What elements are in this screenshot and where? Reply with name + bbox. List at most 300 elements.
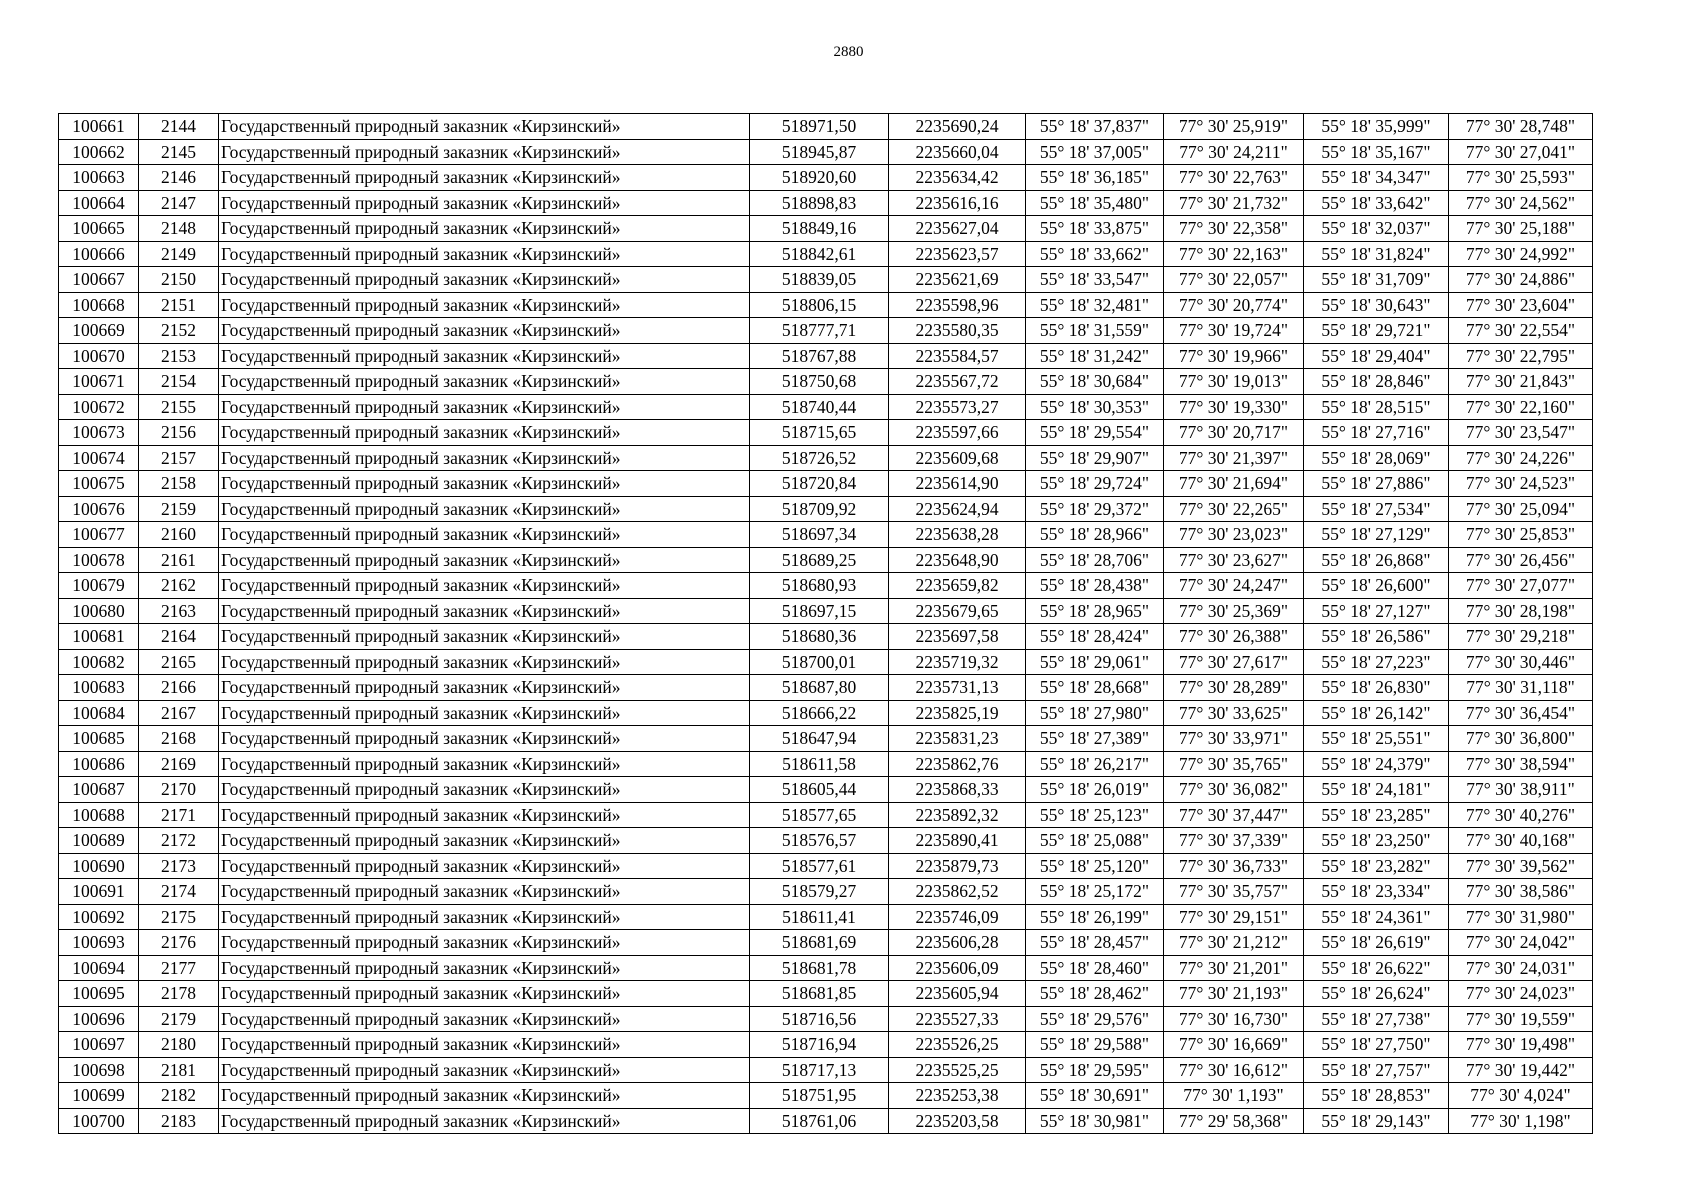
longitude-1-cell: 77° 30' 35,765" bbox=[1164, 751, 1304, 777]
point-number-cell: 2176 bbox=[139, 930, 219, 956]
record-id-cell: 100672 bbox=[59, 394, 139, 420]
longitude-1-cell: 77° 30' 29,151" bbox=[1164, 904, 1304, 930]
table-row bbox=[59, 649, 1593, 675]
record-id-cell: 100678 bbox=[59, 547, 139, 573]
record-id-cell: 100698 bbox=[59, 1057, 139, 1083]
latitude-2-cell: 55° 18' 27,750" bbox=[1304, 1032, 1449, 1058]
longitude-1-cell: 77° 30' 20,774" bbox=[1164, 292, 1304, 318]
y-coordinate-cell: 2235825,19 bbox=[889, 700, 1026, 726]
longitude-1-cell: 77° 30' 36,082" bbox=[1164, 777, 1304, 803]
longitude-1-cell: 77° 30' 16,730" bbox=[1164, 1006, 1304, 1032]
area-name-cell: Государственный природный заказник «Кирзинский» bbox=[219, 675, 750, 701]
longitude-1-cell: 77° 30' 25,919" bbox=[1164, 114, 1304, 140]
latitude-1-cell: 55° 18' 27,389" bbox=[1026, 726, 1164, 752]
area-name-cell: Государственный природный заказник «Кирзинский» bbox=[219, 726, 750, 752]
longitude-2-cell: 77° 30' 31,980" bbox=[1449, 904, 1593, 930]
record-id-cell: 100695 bbox=[59, 981, 139, 1007]
longitude-1-cell: 77° 30' 1,193" bbox=[1164, 1083, 1304, 1109]
x-coordinate-cell: 518605,44 bbox=[750, 777, 889, 803]
longitude-2-cell: 77° 30' 22,160" bbox=[1449, 394, 1593, 420]
x-coordinate-cell: 518666,22 bbox=[750, 700, 889, 726]
area-name-cell: Государственный природный заказник «Кирзинский» bbox=[219, 904, 750, 930]
x-coordinate-cell: 518839,05 bbox=[750, 267, 889, 293]
longitude-1-cell: 77° 30' 22,763" bbox=[1164, 165, 1304, 191]
area-name-cell: Государственный природный заказник «Кирзинский» bbox=[219, 343, 750, 369]
latitude-2-cell: 55° 18' 27,738" bbox=[1304, 1006, 1449, 1032]
latitude-1-cell: 55° 18' 26,217" bbox=[1026, 751, 1164, 777]
longitude-1-cell: 77° 30' 19,724" bbox=[1164, 318, 1304, 344]
record-id-cell: 100692 bbox=[59, 904, 139, 930]
longitude-1-cell: 77° 30' 24,211" bbox=[1164, 139, 1304, 165]
latitude-1-cell: 55° 18' 25,120" bbox=[1026, 853, 1164, 879]
latitude-1-cell: 55° 18' 29,724" bbox=[1026, 471, 1164, 497]
point-number-cell: 2175 bbox=[139, 904, 219, 930]
point-number-cell: 2173 bbox=[139, 853, 219, 879]
area-name-cell: Государственный природный заказник «Кирзинский» bbox=[219, 1006, 750, 1032]
record-id-cell: 100670 bbox=[59, 343, 139, 369]
area-name-cell: Государственный природный заказник «Кирзинский» bbox=[219, 471, 750, 497]
record-id-cell: 100673 bbox=[59, 420, 139, 446]
latitude-1-cell: 55° 18' 33,547" bbox=[1026, 267, 1164, 293]
table-row bbox=[59, 802, 1593, 828]
area-name-cell: Государственный природный заказник «Кирзинский» bbox=[219, 802, 750, 828]
latitude-2-cell: 55° 18' 27,886" bbox=[1304, 471, 1449, 497]
point-number-cell: 2174 bbox=[139, 879, 219, 905]
latitude-2-cell: 55° 18' 28,515" bbox=[1304, 394, 1449, 420]
longitude-1-cell: 77° 29' 58,368" bbox=[1164, 1108, 1304, 1134]
latitude-1-cell: 55° 18' 30,684" bbox=[1026, 369, 1164, 395]
longitude-2-cell: 77° 30' 24,226" bbox=[1449, 445, 1593, 471]
x-coordinate-cell: 518680,93 bbox=[750, 573, 889, 599]
y-coordinate-cell: 2235203,58 bbox=[889, 1108, 1026, 1134]
latitude-1-cell: 55° 18' 37,005" bbox=[1026, 139, 1164, 165]
latitude-2-cell: 55° 18' 27,716" bbox=[1304, 420, 1449, 446]
latitude-1-cell: 55° 18' 28,457" bbox=[1026, 930, 1164, 956]
table-row bbox=[59, 165, 1593, 191]
longitude-1-cell: 77° 30' 33,971" bbox=[1164, 726, 1304, 752]
longitude-2-cell: 77° 30' 24,031" bbox=[1449, 955, 1593, 981]
x-coordinate-cell: 518740,44 bbox=[750, 394, 889, 420]
x-coordinate-cell: 518697,15 bbox=[750, 598, 889, 624]
latitude-2-cell: 55° 18' 26,868" bbox=[1304, 547, 1449, 573]
latitude-2-cell: 55° 18' 24,361" bbox=[1304, 904, 1449, 930]
latitude-1-cell: 55° 18' 28,462" bbox=[1026, 981, 1164, 1007]
record-id-cell: 100683 bbox=[59, 675, 139, 701]
latitude-2-cell: 55° 18' 27,129" bbox=[1304, 522, 1449, 548]
longitude-2-cell: 77° 30' 19,442" bbox=[1449, 1057, 1593, 1083]
table-row bbox=[59, 751, 1593, 777]
point-number-cell: 2162 bbox=[139, 573, 219, 599]
x-coordinate-cell: 518751,95 bbox=[750, 1083, 889, 1109]
table-row bbox=[59, 700, 1593, 726]
latitude-1-cell: 55° 18' 30,981" bbox=[1026, 1108, 1164, 1134]
latitude-2-cell: 55° 18' 23,282" bbox=[1304, 853, 1449, 879]
record-id-cell: 100685 bbox=[59, 726, 139, 752]
y-coordinate-cell: 2235719,32 bbox=[889, 649, 1026, 675]
x-coordinate-cell: 518806,15 bbox=[750, 292, 889, 318]
longitude-1-cell: 77° 30' 19,966" bbox=[1164, 343, 1304, 369]
record-id-cell: 100666 bbox=[59, 241, 139, 267]
point-number-cell: 2164 bbox=[139, 624, 219, 650]
longitude-2-cell: 77° 30' 19,559" bbox=[1449, 1006, 1593, 1032]
longitude-1-cell: 77° 30' 21,694" bbox=[1164, 471, 1304, 497]
y-coordinate-cell: 2235614,90 bbox=[889, 471, 1026, 497]
y-coordinate-cell: 2235525,25 bbox=[889, 1057, 1026, 1083]
y-coordinate-cell: 2235606,09 bbox=[889, 955, 1026, 981]
x-coordinate-cell: 518971,50 bbox=[750, 114, 889, 140]
latitude-2-cell: 55° 18' 26,624" bbox=[1304, 981, 1449, 1007]
latitude-2-cell: 55° 18' 35,167" bbox=[1304, 139, 1449, 165]
latitude-1-cell: 55° 18' 32,481" bbox=[1026, 292, 1164, 318]
y-coordinate-cell: 2235621,69 bbox=[889, 267, 1026, 293]
latitude-1-cell: 55° 18' 36,185" bbox=[1026, 165, 1164, 191]
table-row bbox=[59, 318, 1593, 344]
point-number-cell: 2146 bbox=[139, 165, 219, 191]
x-coordinate-cell: 518945,87 bbox=[750, 139, 889, 165]
x-coordinate-cell: 518767,88 bbox=[750, 343, 889, 369]
coordinates-table bbox=[58, 113, 1593, 1134]
point-number-cell: 2180 bbox=[139, 1032, 219, 1058]
x-coordinate-cell: 518579,27 bbox=[750, 879, 889, 905]
point-number-cell: 2166 bbox=[139, 675, 219, 701]
longitude-1-cell: 77° 30' 23,627" bbox=[1164, 547, 1304, 573]
longitude-2-cell: 77° 30' 31,118" bbox=[1449, 675, 1593, 701]
point-number-cell: 2179 bbox=[139, 1006, 219, 1032]
x-coordinate-cell: 518681,85 bbox=[750, 981, 889, 1007]
record-id-cell: 100677 bbox=[59, 522, 139, 548]
record-id-cell: 100668 bbox=[59, 292, 139, 318]
x-coordinate-cell: 518681,69 bbox=[750, 930, 889, 956]
x-coordinate-cell: 518681,78 bbox=[750, 955, 889, 981]
latitude-2-cell: 55° 18' 25,551" bbox=[1304, 726, 1449, 752]
table-row bbox=[59, 445, 1593, 471]
area-name-cell: Государственный природный заказник «Кирзинский» bbox=[219, 751, 750, 777]
longitude-1-cell: 77° 30' 16,612" bbox=[1164, 1057, 1304, 1083]
longitude-2-cell: 77° 30' 22,795" bbox=[1449, 343, 1593, 369]
point-number-cell: 2148 bbox=[139, 216, 219, 242]
latitude-2-cell: 55° 18' 28,853" bbox=[1304, 1083, 1449, 1109]
area-name-cell: Государственный природный заказник «Кирзинский» bbox=[219, 496, 750, 522]
y-coordinate-cell: 2235690,24 bbox=[889, 114, 1026, 140]
longitude-2-cell: 77° 30' 25,188" bbox=[1449, 216, 1593, 242]
point-number-cell: 2181 bbox=[139, 1057, 219, 1083]
x-coordinate-cell: 518717,13 bbox=[750, 1057, 889, 1083]
area-name-cell: Государственный природный заказник «Кирзинский» bbox=[219, 955, 750, 981]
table-row bbox=[59, 853, 1593, 879]
longitude-1-cell: 77° 30' 37,447" bbox=[1164, 802, 1304, 828]
longitude-2-cell: 77° 30' 28,198" bbox=[1449, 598, 1593, 624]
table-row bbox=[59, 471, 1593, 497]
area-name-cell: Государственный природный заказник «Кирзинский» bbox=[219, 1083, 750, 1109]
record-id-cell: 100671 bbox=[59, 369, 139, 395]
area-name-cell: Государственный природный заказник «Кирзинский» bbox=[219, 879, 750, 905]
table-row bbox=[59, 904, 1593, 930]
latitude-2-cell: 55° 18' 24,181" bbox=[1304, 777, 1449, 803]
y-coordinate-cell: 2235731,13 bbox=[889, 675, 1026, 701]
latitude-2-cell: 55° 18' 27,534" bbox=[1304, 496, 1449, 522]
point-number-cell: 2170 bbox=[139, 777, 219, 803]
y-coordinate-cell: 2235527,33 bbox=[889, 1006, 1026, 1032]
area-name-cell: Государственный природный заказник «Кирзинский» bbox=[219, 522, 750, 548]
table-row bbox=[59, 139, 1593, 165]
record-id-cell: 100667 bbox=[59, 267, 139, 293]
latitude-1-cell: 55° 18' 33,875" bbox=[1026, 216, 1164, 242]
x-coordinate-cell: 518842,61 bbox=[750, 241, 889, 267]
longitude-2-cell: 77° 30' 23,604" bbox=[1449, 292, 1593, 318]
x-coordinate-cell: 518726,52 bbox=[750, 445, 889, 471]
longitude-1-cell: 77° 30' 21,212" bbox=[1164, 930, 1304, 956]
longitude-1-cell: 77° 30' 21,193" bbox=[1164, 981, 1304, 1007]
latitude-1-cell: 55° 18' 29,588" bbox=[1026, 1032, 1164, 1058]
table-row bbox=[59, 828, 1593, 854]
longitude-1-cell: 77° 30' 26,388" bbox=[1164, 624, 1304, 650]
x-coordinate-cell: 518709,92 bbox=[750, 496, 889, 522]
y-coordinate-cell: 2235697,58 bbox=[889, 624, 1026, 650]
area-name-cell: Государственный природный заказник «Кирзинский» bbox=[219, 700, 750, 726]
table-row bbox=[59, 267, 1593, 293]
x-coordinate-cell: 518680,36 bbox=[750, 624, 889, 650]
record-id-cell: 100697 bbox=[59, 1032, 139, 1058]
y-coordinate-cell: 2235868,33 bbox=[889, 777, 1026, 803]
point-number-cell: 2154 bbox=[139, 369, 219, 395]
x-coordinate-cell: 518577,61 bbox=[750, 853, 889, 879]
latitude-1-cell: 55° 18' 26,019" bbox=[1026, 777, 1164, 803]
x-coordinate-cell: 518647,94 bbox=[750, 726, 889, 752]
latitude-1-cell: 55° 18' 30,691" bbox=[1026, 1083, 1164, 1109]
longitude-2-cell: 77° 30' 29,218" bbox=[1449, 624, 1593, 650]
table-row bbox=[59, 930, 1593, 956]
longitude-1-cell: 77° 30' 36,733" bbox=[1164, 853, 1304, 879]
table-row bbox=[59, 981, 1593, 1007]
y-coordinate-cell: 2235634,42 bbox=[889, 165, 1026, 191]
longitude-2-cell: 77° 30' 24,042" bbox=[1449, 930, 1593, 956]
latitude-2-cell: 55° 18' 32,037" bbox=[1304, 216, 1449, 242]
latitude-2-cell: 55° 18' 28,069" bbox=[1304, 445, 1449, 471]
longitude-1-cell: 77° 30' 23,023" bbox=[1164, 522, 1304, 548]
table-row bbox=[59, 675, 1593, 701]
y-coordinate-cell: 2235580,35 bbox=[889, 318, 1026, 344]
point-number-cell: 2177 bbox=[139, 955, 219, 981]
point-number-cell: 2163 bbox=[139, 598, 219, 624]
y-coordinate-cell: 2235624,94 bbox=[889, 496, 1026, 522]
longitude-2-cell: 77° 30' 25,094" bbox=[1449, 496, 1593, 522]
x-coordinate-cell: 518611,41 bbox=[750, 904, 889, 930]
record-id-cell: 100665 bbox=[59, 216, 139, 242]
longitude-2-cell: 77° 30' 24,562" bbox=[1449, 190, 1593, 216]
longitude-2-cell: 77° 30' 25,853" bbox=[1449, 522, 1593, 548]
latitude-2-cell: 55° 18' 23,285" bbox=[1304, 802, 1449, 828]
table-row bbox=[59, 547, 1593, 573]
record-id-cell: 100674 bbox=[59, 445, 139, 471]
y-coordinate-cell: 2235573,27 bbox=[889, 394, 1026, 420]
table-row bbox=[59, 394, 1593, 420]
x-coordinate-cell: 518920,60 bbox=[750, 165, 889, 191]
area-name-cell: Государственный природный заказник «Кирзинский» bbox=[219, 573, 750, 599]
page-number: 2880 bbox=[833, 44, 864, 60]
longitude-2-cell: 77° 30' 24,023" bbox=[1449, 981, 1593, 1007]
x-coordinate-cell: 518750,68 bbox=[750, 369, 889, 395]
table-row bbox=[59, 190, 1593, 216]
latitude-1-cell: 55° 18' 35,480" bbox=[1026, 190, 1164, 216]
x-coordinate-cell: 518777,71 bbox=[750, 318, 889, 344]
x-coordinate-cell: 518700,01 bbox=[750, 649, 889, 675]
longitude-2-cell: 77° 30' 38,594" bbox=[1449, 751, 1593, 777]
area-name-cell: Государственный природный заказник «Кирзинский» bbox=[219, 267, 750, 293]
longitude-1-cell: 77° 30' 22,358" bbox=[1164, 216, 1304, 242]
longitude-1-cell: 77° 30' 19,013" bbox=[1164, 369, 1304, 395]
latitude-1-cell: 55° 18' 29,595" bbox=[1026, 1057, 1164, 1083]
point-number-cell: 2158 bbox=[139, 471, 219, 497]
point-number-cell: 2159 bbox=[139, 496, 219, 522]
y-coordinate-cell: 2235609,68 bbox=[889, 445, 1026, 471]
point-number-cell: 2151 bbox=[139, 292, 219, 318]
latitude-2-cell: 55° 18' 33,642" bbox=[1304, 190, 1449, 216]
longitude-1-cell: 77° 30' 21,732" bbox=[1164, 190, 1304, 216]
area-name-cell: Государственный природный заказник «Кирзинский» bbox=[219, 1032, 750, 1058]
y-coordinate-cell: 2235659,82 bbox=[889, 573, 1026, 599]
area-name-cell: Государственный природный заказник «Кирзинский» bbox=[219, 190, 750, 216]
x-coordinate-cell: 518720,84 bbox=[750, 471, 889, 497]
longitude-2-cell: 77° 30' 1,198" bbox=[1449, 1108, 1593, 1134]
point-number-cell: 2155 bbox=[139, 394, 219, 420]
table-row bbox=[59, 369, 1593, 395]
table-row bbox=[59, 777, 1593, 803]
latitude-2-cell: 55° 18' 26,622" bbox=[1304, 955, 1449, 981]
area-name-cell: Государственный природный заказник «Кирзинский» bbox=[219, 369, 750, 395]
longitude-2-cell: 77° 30' 30,446" bbox=[1449, 649, 1593, 675]
longitude-1-cell: 77° 30' 25,369" bbox=[1164, 598, 1304, 624]
y-coordinate-cell: 2235862,76 bbox=[889, 751, 1026, 777]
area-name-cell: Государственный природный заказник «Кирзинский» bbox=[219, 547, 750, 573]
record-id-cell: 100669 bbox=[59, 318, 139, 344]
latitude-1-cell: 55° 18' 33,662" bbox=[1026, 241, 1164, 267]
point-number-cell: 2147 bbox=[139, 190, 219, 216]
area-name-cell: Государственный природный заказник «Кирзинский» bbox=[219, 649, 750, 675]
table-row bbox=[59, 420, 1593, 446]
area-name-cell: Государственный природный заказник «Кирзинский» bbox=[219, 394, 750, 420]
y-coordinate-cell: 2235616,16 bbox=[889, 190, 1026, 216]
latitude-1-cell: 55° 18' 29,576" bbox=[1026, 1006, 1164, 1032]
latitude-2-cell: 55° 18' 26,619" bbox=[1304, 930, 1449, 956]
record-id-cell: 100663 bbox=[59, 165, 139, 191]
point-number-cell: 2183 bbox=[139, 1108, 219, 1134]
y-coordinate-cell: 2235605,94 bbox=[889, 981, 1026, 1007]
point-number-cell: 2157 bbox=[139, 445, 219, 471]
area-name-cell: Государственный природный заказник «Кирзинский» bbox=[219, 139, 750, 165]
latitude-2-cell: 55° 18' 27,223" bbox=[1304, 649, 1449, 675]
area-name-cell: Государственный природный заказник «Кирзинский» bbox=[219, 420, 750, 446]
longitude-2-cell: 77° 30' 39,562" bbox=[1449, 853, 1593, 879]
latitude-1-cell: 55° 18' 29,061" bbox=[1026, 649, 1164, 675]
longitude-2-cell: 77° 30' 40,276" bbox=[1449, 802, 1593, 828]
latitude-1-cell: 55° 18' 28,460" bbox=[1026, 955, 1164, 981]
point-number-cell: 2150 bbox=[139, 267, 219, 293]
latitude-1-cell: 55° 18' 28,424" bbox=[1026, 624, 1164, 650]
longitude-2-cell: 77° 30' 22,554" bbox=[1449, 318, 1593, 344]
longitude-1-cell: 77° 30' 24,247" bbox=[1164, 573, 1304, 599]
area-name-cell: Государственный природный заказник «Кирзинский» bbox=[219, 777, 750, 803]
y-coordinate-cell: 2235890,41 bbox=[889, 828, 1026, 854]
latitude-1-cell: 55° 18' 25,088" bbox=[1026, 828, 1164, 854]
latitude-2-cell: 55° 18' 23,250" bbox=[1304, 828, 1449, 854]
record-id-cell: 100686 bbox=[59, 751, 139, 777]
latitude-2-cell: 55° 18' 26,600" bbox=[1304, 573, 1449, 599]
x-coordinate-cell: 518687,80 bbox=[750, 675, 889, 701]
table-row bbox=[59, 216, 1593, 242]
latitude-2-cell: 55° 18' 23,334" bbox=[1304, 879, 1449, 905]
latitude-2-cell: 55° 18' 28,846" bbox=[1304, 369, 1449, 395]
record-id-cell: 100680 bbox=[59, 598, 139, 624]
x-coordinate-cell: 518716,56 bbox=[750, 1006, 889, 1032]
record-id-cell: 100679 bbox=[59, 573, 139, 599]
record-id-cell: 100689 bbox=[59, 828, 139, 854]
longitude-2-cell: 77° 30' 38,911" bbox=[1449, 777, 1593, 803]
record-id-cell: 100690 bbox=[59, 853, 139, 879]
y-coordinate-cell: 2235746,09 bbox=[889, 904, 1026, 930]
longitude-1-cell: 77° 30' 27,617" bbox=[1164, 649, 1304, 675]
area-name-cell: Государственный природный заказник «Кирзинский» bbox=[219, 165, 750, 191]
longitude-2-cell: 77° 30' 24,523" bbox=[1449, 471, 1593, 497]
x-coordinate-cell: 518576,57 bbox=[750, 828, 889, 854]
y-coordinate-cell: 2235638,28 bbox=[889, 522, 1026, 548]
record-id-cell: 100675 bbox=[59, 471, 139, 497]
point-number-cell: 2160 bbox=[139, 522, 219, 548]
y-coordinate-cell: 2235660,04 bbox=[889, 139, 1026, 165]
latitude-1-cell: 55° 18' 29,907" bbox=[1026, 445, 1164, 471]
record-id-cell: 100661 bbox=[59, 114, 139, 140]
longitude-1-cell: 77° 30' 22,163" bbox=[1164, 241, 1304, 267]
longitude-2-cell: 77° 30' 19,498" bbox=[1449, 1032, 1593, 1058]
record-id-cell: 100687 bbox=[59, 777, 139, 803]
latitude-2-cell: 55° 18' 26,586" bbox=[1304, 624, 1449, 650]
longitude-2-cell: 77° 30' 36,454" bbox=[1449, 700, 1593, 726]
y-coordinate-cell: 2235679,65 bbox=[889, 598, 1026, 624]
latitude-2-cell: 55° 18' 35,999" bbox=[1304, 114, 1449, 140]
area-name-cell: Государственный природный заказник «Кирзинский» bbox=[219, 216, 750, 242]
record-id-cell: 100693 bbox=[59, 930, 139, 956]
longitude-2-cell: 77° 30' 23,547" bbox=[1449, 420, 1593, 446]
point-number-cell: 2167 bbox=[139, 700, 219, 726]
record-id-cell: 100694 bbox=[59, 955, 139, 981]
longitude-1-cell: 77° 30' 22,057" bbox=[1164, 267, 1304, 293]
point-number-cell: 2165 bbox=[139, 649, 219, 675]
longitude-2-cell: 77° 30' 40,168" bbox=[1449, 828, 1593, 854]
point-number-cell: 2153 bbox=[139, 343, 219, 369]
longitude-1-cell: 77° 30' 33,625" bbox=[1164, 700, 1304, 726]
table-row bbox=[59, 598, 1593, 624]
area-name-cell: Государственный природный заказник «Кирзинский» bbox=[219, 1057, 750, 1083]
latitude-2-cell: 55° 18' 30,643" bbox=[1304, 292, 1449, 318]
latitude-1-cell: 55° 18' 28,668" bbox=[1026, 675, 1164, 701]
x-coordinate-cell: 518716,94 bbox=[750, 1032, 889, 1058]
latitude-1-cell: 55° 18' 29,372" bbox=[1026, 496, 1164, 522]
y-coordinate-cell: 2235648,90 bbox=[889, 547, 1026, 573]
area-name-cell: Государственный природный заказник «Кирзинский» bbox=[219, 445, 750, 471]
latitude-2-cell: 55° 18' 29,143" bbox=[1304, 1108, 1449, 1134]
latitude-2-cell: 55° 18' 26,142" bbox=[1304, 700, 1449, 726]
area-name-cell: Государственный природный заказник «Кирзинский» bbox=[219, 981, 750, 1007]
latitude-1-cell: 55° 18' 27,980" bbox=[1026, 700, 1164, 726]
longitude-2-cell: 77° 30' 38,586" bbox=[1449, 879, 1593, 905]
table-row bbox=[59, 1032, 1593, 1058]
latitude-1-cell: 55° 18' 37,837" bbox=[1026, 114, 1164, 140]
latitude-1-cell: 55° 18' 25,123" bbox=[1026, 802, 1164, 828]
longitude-1-cell: 77° 30' 28,289" bbox=[1164, 675, 1304, 701]
record-id-cell: 100664 bbox=[59, 190, 139, 216]
y-coordinate-cell: 2235567,72 bbox=[889, 369, 1026, 395]
longitude-2-cell: 77° 30' 27,077" bbox=[1449, 573, 1593, 599]
table-row bbox=[59, 1083, 1593, 1109]
